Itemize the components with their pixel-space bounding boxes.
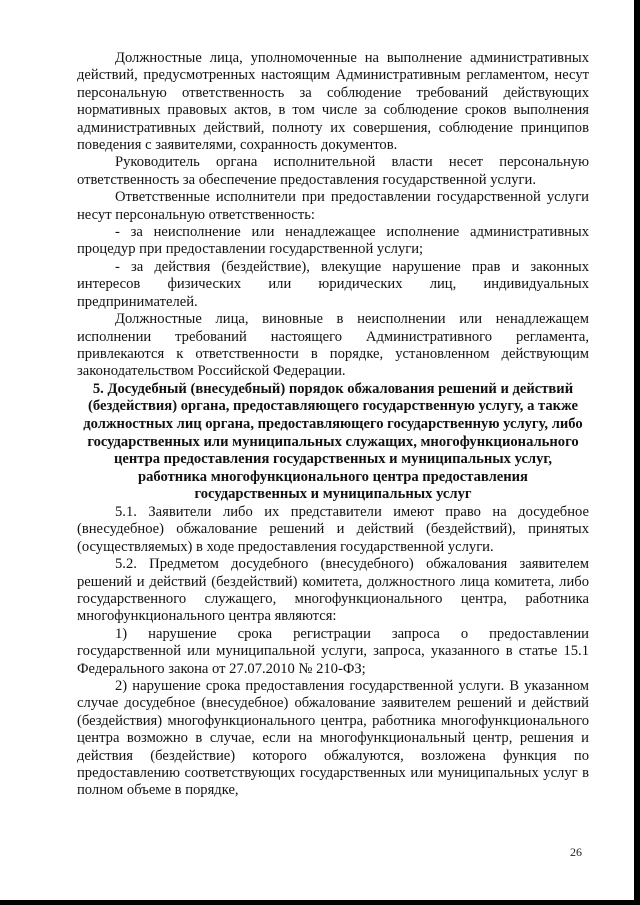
paragraph-list-item-actions: - за действия (бездействие), влекущие нарушение прав и законных интересов физических или юридических лиц, индивидуальных предпринимателей. [77,258,589,310]
paragraph-liability: Должностные лица, виновные в неисполнении или ненадлежащем исполнении требований настоящего Административного регламента, привлекаются к ответственности в порядке, установленном действующим законодательством Российской Федерации. [77,311,589,380]
paragraph-officials-responsibility: Должностные лица, уполномоченные на выполнение административных действий, предусмотренных настоящим Административным регламентом, несут персональную ответственность за соблюдение требований действующих нормативных правовых актов, в том числе за соблюдение сроков выполнения административных действий, полноту их совершения, соблюдение принципов поведения с заявителями, сохранность документов. [77,50,589,154]
paragraph-list-item-nonperformance: - за неисполнение или ненадлежащее исполнение административных процедур при предоставлении государственной услуги; [77,224,589,258]
document-body [77,50,589,800]
paragraph-5-1: 5.1. Заявители либо их представители имеют право на досудебное (внесудебное) обжалование решений и действий (бездействий), принятых (осуществляемых) в ходе предоставления государственной услуги. [77,503,589,555]
page-number: 26 [570,845,582,859]
paragraph-head-responsibility: Руководитель органа исполнительной власти несет персональную ответственность за обеспечение предоставления государственной услуги. [77,154,589,188]
scan-border-right [634,0,640,905]
scan-border-bottom [0,900,640,905]
section-heading: 5. Досудебный (внесудебный) порядок обжалования решений и действий (бездействия) органа, предоставляющего государственную услугу, а также должностных лиц органа, предоставляющего государственную услугу, либо государственных или муниципальных служащих, многофункционального центра предоставления государственных и муниципальных услуг, работника многофункционального центра предоставления государственных и муниципальных услуг [83,380,583,503]
paragraph-executors-responsibility: Ответственные исполнители при предоставлении государственной услуги несут персональную ответственность: [77,189,589,223]
paragraph-item-2: 2) нарушение срока предоставления государственной услуги. В указанном случае досудебное (внесудебное) обжалование заявителем решений и действий (бездействия) многофункционального центра, работника многофункционального центра возможно в случае, если на многофункциональный центр, решения и действия (бездействие) которого обжалуются, возложена функция по предоставлению соответствующих государственных или муниципальных услуг в полном объеме в порядке, [77,677,589,799]
paragraph-5-2: 5.2. Предметом досудебного (внесудебного) обжалования заявителем решений и действий (бездействий) комитета, должностного лица комитета, либо государственного служащего, многофункционального центра, работника многофункционального центра являются: [77,556,589,625]
paragraph-item-1: 1) нарушение срока регистрации запроса о предоставлении государственной или муниципальной услуги, запроса, указанного в статье 15.1 Федерального закона от 27.07.2010 № 210-ФЗ; [77,625,589,677]
